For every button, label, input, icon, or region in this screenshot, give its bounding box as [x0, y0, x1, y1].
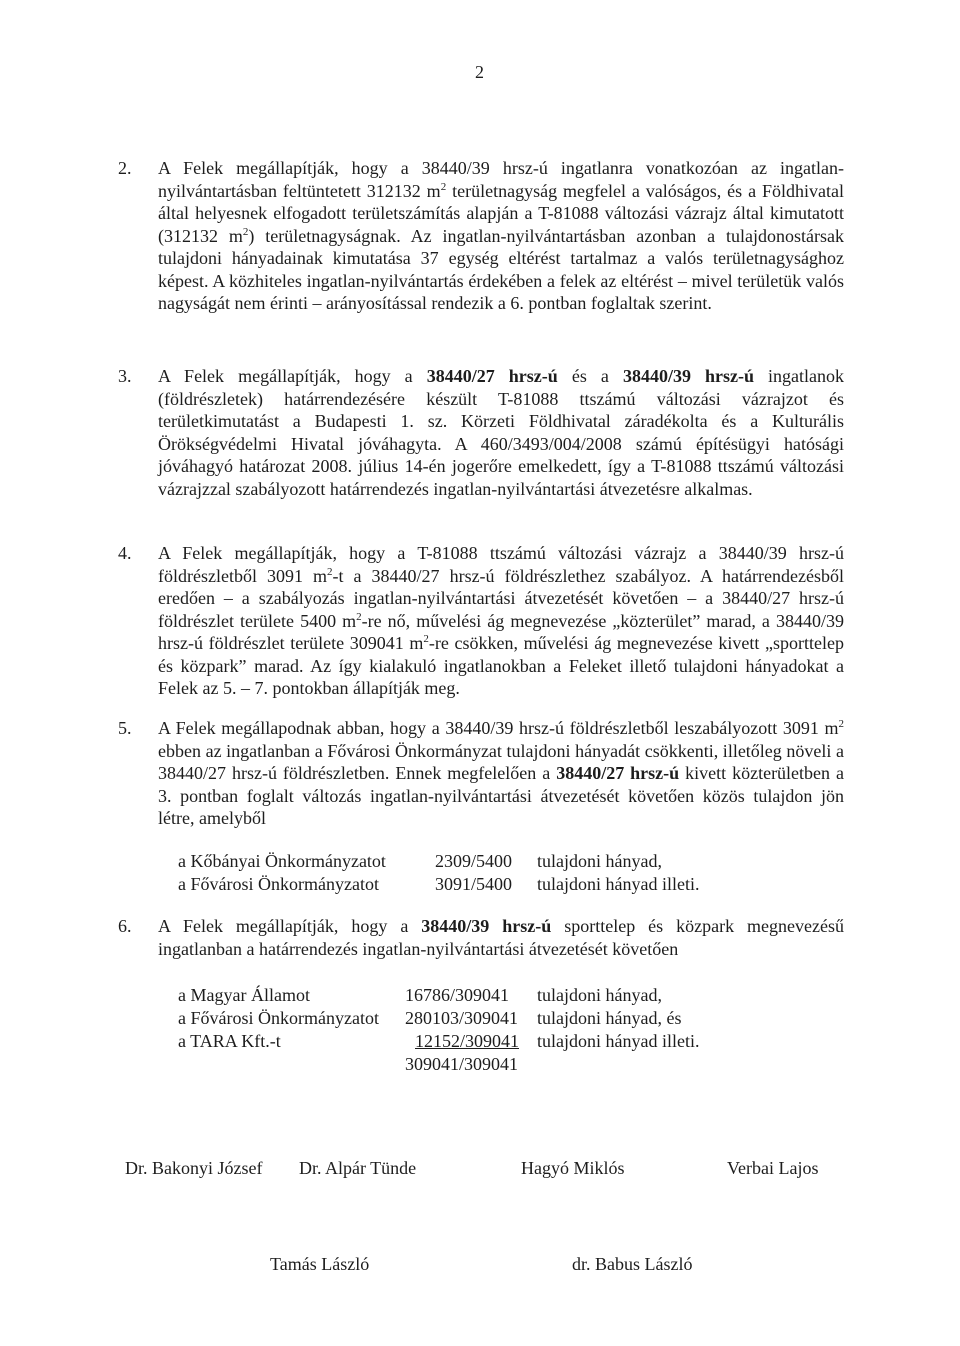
share: 3091/5400 — [435, 874, 513, 894]
page-number: 2 — [475, 62, 484, 82]
allocation-table-5 — [0, 850, 960, 898]
owner: a Kőbányai Önkormányzatot — [178, 851, 386, 871]
share-note: tulajdoni hányad, és — [537, 1008, 682, 1028]
share: 12152/309041 — [415, 1031, 520, 1051]
clause-number: 2. — [118, 158, 132, 178]
signatory: Dr. Alpár Tünde — [299, 1158, 417, 1178]
clause-text: A Felek megállapítják, hogy a T-81088 ttszámú változási vázrajz a 38440/39 hrsz-ú földrészletből 3091 $m^2-t$ a 38440/27 hrsz-ú földrészlethez szabályoz. A határrendezésből eredően – a szabályozás ingatlan-nyilvántartási átvezetését követően – a 38440/27 hrsz-ú földrészlet területe 5400 $m^2-re$ nő, művelési ág megnevezése „közterület” marad, a 38440/39 hrsz-ú földrészlet területe 309041 $m^2-re$ csökken, művelési ág megnevezése kivett „sporttelep és közpark” marad. Az így kialakuló ingatlanokban a Feleket illető tulajdoni hányadokat a Felek az 5. – 7. pontokban állapítják meg. — [158, 543, 844, 698]
owner: a TARA Kft.-t — [178, 1031, 281, 1051]
allocation-table-6 — [0, 984, 960, 1080]
clause-text: A Felek megállapítják, hogy a 38440/39 hrsz-ú ingatlanra vonatkozóan az ingatlan-nyilvántartásban feltüntetett 312132 $m^2$ területnagyság megfelel a valóságos, és a Földhivatal által helyesnek elfogadott területszámítás alapján a T-81088 változási vázrajz által kimutatott (312132 $m^2$) területnagyságnak. Az ingatlan-nyilvántartásban azonban a tulajdonostársak tulajdoni hányadainak kimutatása 37 egység eltérést tartalmaz a valós területnagysághoz képest. A közhiteles ingatlan-nyilvántartás érdekében a felek az eltérést – mivel területük valós nagyságát nem érinti – arányosítással rendezik a 6. pontban foglaltak szerint. — [158, 158, 844, 313]
clause-3 — [118, 365, 844, 500]
clause-text: A Felek megállapodnak abban, hogy a 38440/39 hrsz-ú földrészletből leszabályozott 3091 $m^2$ ebben az ingatlanban a Fővárosi Önkormányzat tulajdoni hányadát csökkenti, illetőleg növeli a 38440/27 hrsz-ú földrészletben. Ennek megfelelően a 38440/27 hrsz-ú kivett közterületben a 3. pontban foglalt változás ingatlan-nyilvántartási átvezetését követően közös tulajdon jön létre, amelyből — [158, 718, 844, 828]
clause-text: A Felek megállapítják, hogy a 38440/39 hrsz-ú sporttelep és közpark megnevezésű ingatlanban a határrendezés ingatlan-nyilvántartási átvezetését követően — [158, 916, 845, 959]
clause-text: A Felek megállapítják, hogy a 38440/27 hrsz-ú és a 38440/39 hrsz-ú ingatlanok (földrészletek) határrendezésére készült T-81088 ttszámú változási vázrajzot és területkimutatást a Budapesti 1. sz. Körzeti Földhivatal záradékolta és a Kulturális Örökségvédelmi Hivatal jóváhagyta. A 460/3493/004/2008 számú építésügyi hatósági jóváhagyó határozat 2008. július 14-én jogerőre emelkedett, így a T-81088 ttszámú változási vázrajzzal szabályozott határrendezés ingatlan-nyilvántartási átvezetésre alkalmas. — [158, 366, 845, 499]
clause-number: 6. — [118, 916, 132, 936]
share: 16786/309041 — [405, 985, 510, 1005]
clause-number: 3. — [118, 366, 132, 386]
share: 280103/309041 — [405, 1008, 519, 1028]
share-total: 309041/309041 — [405, 1054, 519, 1074]
share-note: tulajdoni hányad, — [537, 985, 662, 1005]
owner: a Fővárosi Önkormányzatot — [178, 1008, 379, 1028]
owner: a Fővárosi Önkormányzatot — [178, 874, 379, 894]
clause-6 — [118, 915, 844, 960]
clause-number: 4. — [118, 543, 132, 563]
signatory: dr. Babus László — [572, 1254, 693, 1274]
clause-2 — [118, 157, 844, 315]
share-note: tulajdoni hányad, — [537, 851, 662, 871]
clause-number: 5. — [118, 718, 132, 738]
signatory: Verbai Lajos — [727, 1158, 819, 1178]
signatory: Dr. Bakonyi József — [125, 1158, 263, 1178]
share: 2309/5400 — [435, 851, 513, 871]
share-note: tulajdoni hányad illeti. — [537, 1031, 700, 1051]
clause-4 — [118, 542, 844, 700]
signatory: Hagyó Miklós — [521, 1158, 625, 1178]
signatory: Tamás László — [270, 1254, 370, 1274]
clause-5 — [118, 717, 844, 830]
share-note: tulajdoni hányad illeti. — [537, 874, 700, 894]
owner: a Magyar Államot — [178, 985, 310, 1005]
